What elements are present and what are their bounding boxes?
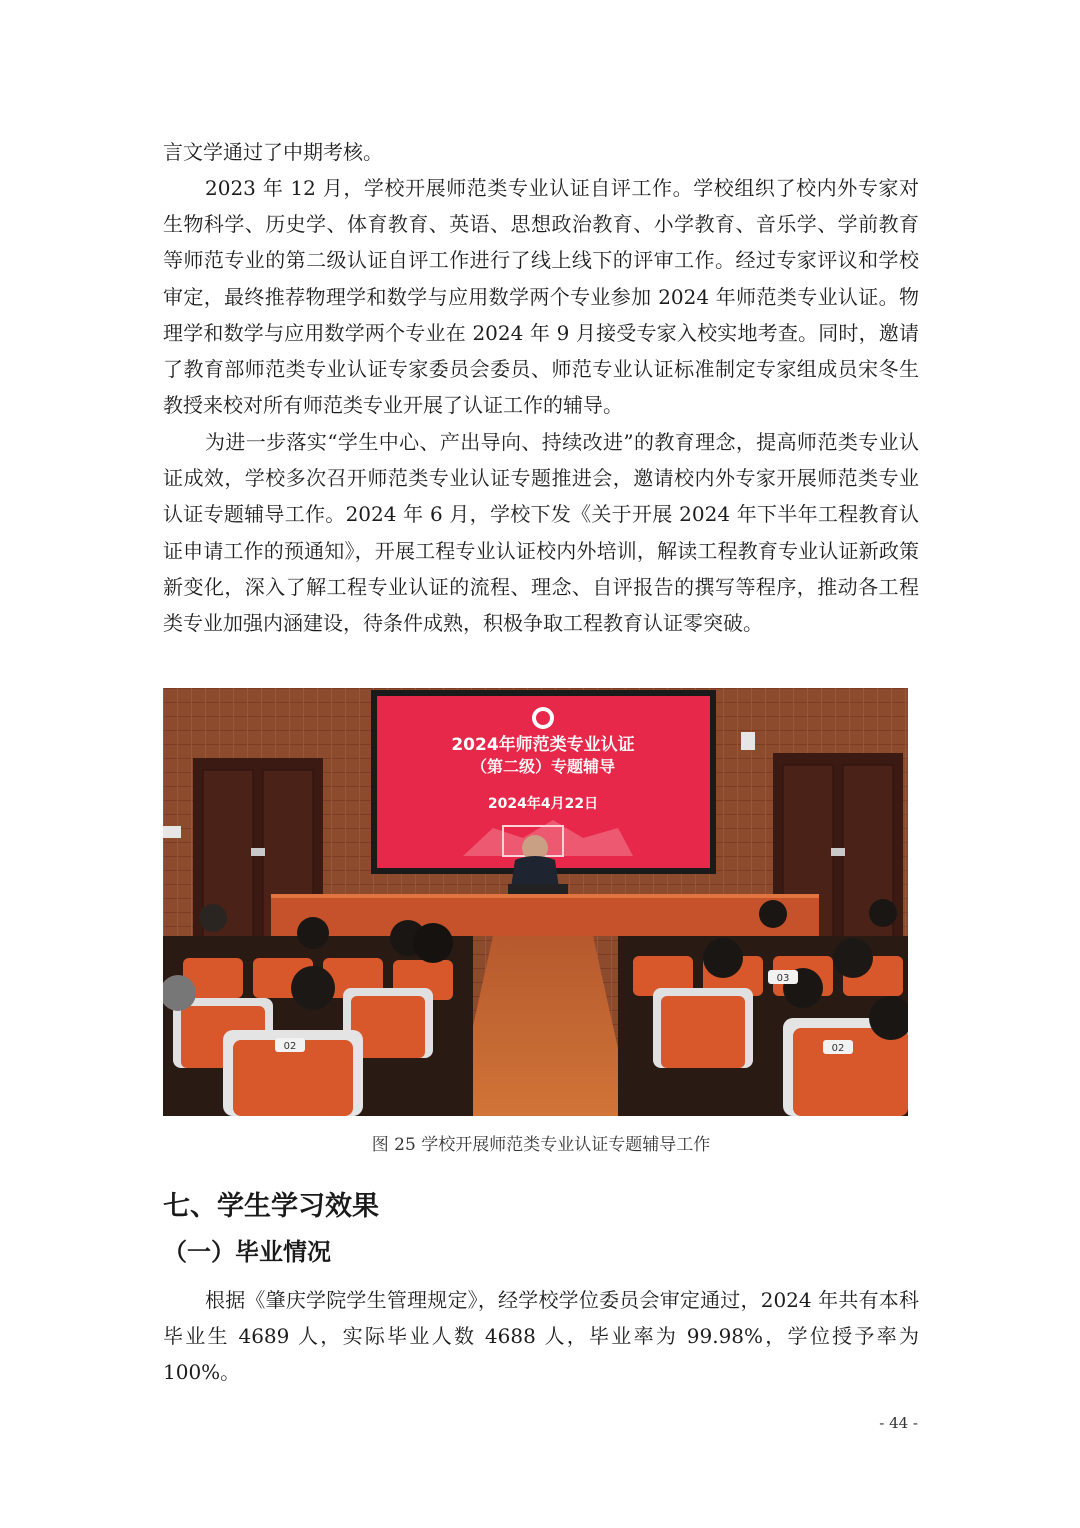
meeting-photo <box>163 688 908 1116</box>
paragraph-graduation: 根据《肇庆学院学生管理规定》，经学校学位委员会审定通过，2024 年共有本科毕业生 4689 人，实际毕业人数 4688 人，毕业率为 99.98%，学位授予率为 100%。 <box>163 1288 919 1385</box>
seat-label: 02 <box>831 1043 845 1054</box>
screen-title-line1: 2024年师范类专业认证 <box>451 735 635 755</box>
paragraph-engineering-cert: 为进一步落实“学生中心、产出导向、持续改进”的教育理念，提高师范类专业认证成效，学校多次召开师范类专业认证专题推进会，邀请校内外专家开展师范类专业认证专题辅导工作。2024 年 6 月，学校下发《关于开展 2024 年下半年工程教育认证申请工作的预通知》，开展工程专业认证校内外培训，解读工程教育专业认证新政策新变化，深入了解工程专业认证的流程、理念、自评报告的撰写等程序，推动各工程类专业加强内涵建设，待条件成熟，积极争取工程教育认证零突破。 <box>163 430 919 636</box>
camera-icon <box>741 732 755 750</box>
subsection-heading: （一）毕业情况 <box>163 1238 331 1266</box>
section-heading: 七、学生学习效果 <box>163 1191 379 1222</box>
screen-title-line2: （第二级）专题辅导 <box>470 757 616 776</box>
paragraph-teacher-cert-self-eval: 2023 年 12 月，学校开展师范类专业认证自评工作。学校组织了校内外专家对生物科学、历史学、体育教育、英语、思想政治教育、小学教育、音乐学、学前教育等师范专业的第二级认证自评工作进行了线上线下的评审工作。经过专家评议和学校审定，最终推荐物理学和数学与应用数学两个专业参加 2024 年师范类专业认证。物理学和数学与应用数学两个专业在 2024 年 9 月接受专家入校实地考查。同时，邀请了教育部师范类专业认证专家委员会委员、师范专业认证标准制定专家组成员宋冬生教授来校对所有师范类专业开展了认证工作的辅导。 <box>163 176 919 418</box>
figure-caption: 图 25 学校开展师范类专业认证专题辅导工作 <box>371 1135 711 1155</box>
screen-date: 2024年4月22日 <box>487 796 599 812</box>
seat-label: 03 <box>776 973 790 984</box>
paragraph-continuation: 言文学通过了中期考核。 <box>163 140 383 164</box>
seat-label: 02 <box>283 1041 297 1052</box>
page-number: - 44 - <box>879 1414 918 1432</box>
